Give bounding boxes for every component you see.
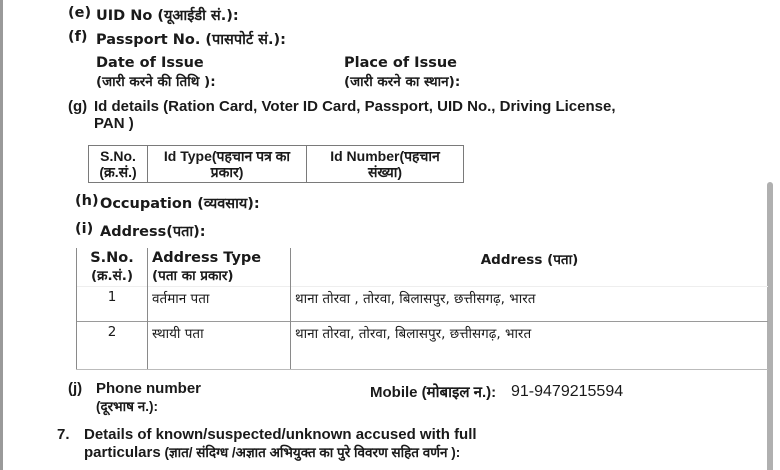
item7-marker: 7.	[57, 426, 70, 443]
header-id-type: Id Type(पहचान पत्र का प्रकार)	[148, 146, 307, 183]
id-details-label: Id details (Ration Card, Voter ID Card, Passport, UID No., Driving License,	[94, 98, 616, 115]
id-details-marker: (g)	[68, 98, 88, 115]
cell-address: थाना तोरवा , तोरवा, बिलासपुर, छत्तीसगढ़, भारत	[291, 287, 769, 322]
page-left-border	[0, 0, 3, 470]
mobile-label: Mobile (मोबाइल न.):	[370, 384, 497, 401]
address-label: Address(पता):	[100, 224, 206, 240]
table-row	[77, 322, 769, 370]
header-sno: S.No. (क्र.सं.)	[77, 248, 148, 287]
table-header-row	[89, 146, 464, 183]
address-table	[76, 248, 768, 370]
occupation-marker: (h)	[75, 193, 99, 209]
table-row	[77, 287, 769, 322]
item7-label: Details of known/suspected/unknown accused with full	[84, 426, 477, 443]
phone-marker: (j)	[68, 380, 83, 397]
passport-marker: (f)	[68, 29, 88, 45]
cell-address-type: स्थायी पता	[148, 322, 291, 370]
cell-address: थाना तोरवा, तोरवा, बिलासपुर, छत्तीसगढ़, भारत	[291, 322, 769, 370]
place-of-issue-label: Place of Issue	[344, 55, 457, 71]
item7-label-line2: particulars (ज्ञात/ संदिग्ध /अज्ञात अभियुक्त का पुरे विवरण सहित वर्णन ):	[84, 444, 461, 461]
cell-sno: 1	[77, 287, 148, 322]
phone-label-hi: (दूरभाष न.):	[96, 399, 158, 414]
cell-sno: 2	[77, 322, 148, 370]
header-id-number: Id Number(पहचान संख्या)	[307, 146, 464, 183]
header-address: Address (पता)	[291, 248, 769, 287]
uid-marker: (e)	[68, 5, 92, 21]
id-details-table	[88, 145, 464, 183]
id-details-label-line2: PAN )	[94, 115, 134, 132]
place-of-issue-label-hi: (जारी करने का स्थान):	[344, 74, 461, 90]
header-sno: S.No. (क्र.सं.)	[89, 146, 148, 183]
passport-label: Passport No. (पासपोर्ट सं.):	[96, 32, 286, 48]
phone-label: Phone number	[96, 380, 202, 397]
date-of-issue-label: Date of Issue	[96, 55, 204, 71]
uid-label: UID No (यूआईडी सं.):	[96, 8, 239, 24]
mobile-value: 91-9479215594	[511, 383, 624, 400]
table-header-row	[77, 248, 769, 287]
date-of-issue-label-hi: (जारी करने की तिथि ):	[96, 74, 216, 90]
occupation-label: Occupation (व्यवसाय):	[100, 196, 260, 212]
header-address-type: Address Type (पता का प्रकार)	[148, 248, 291, 287]
address-marker: (i)	[75, 221, 94, 237]
cell-address-type: वर्तमान पता	[148, 287, 291, 322]
